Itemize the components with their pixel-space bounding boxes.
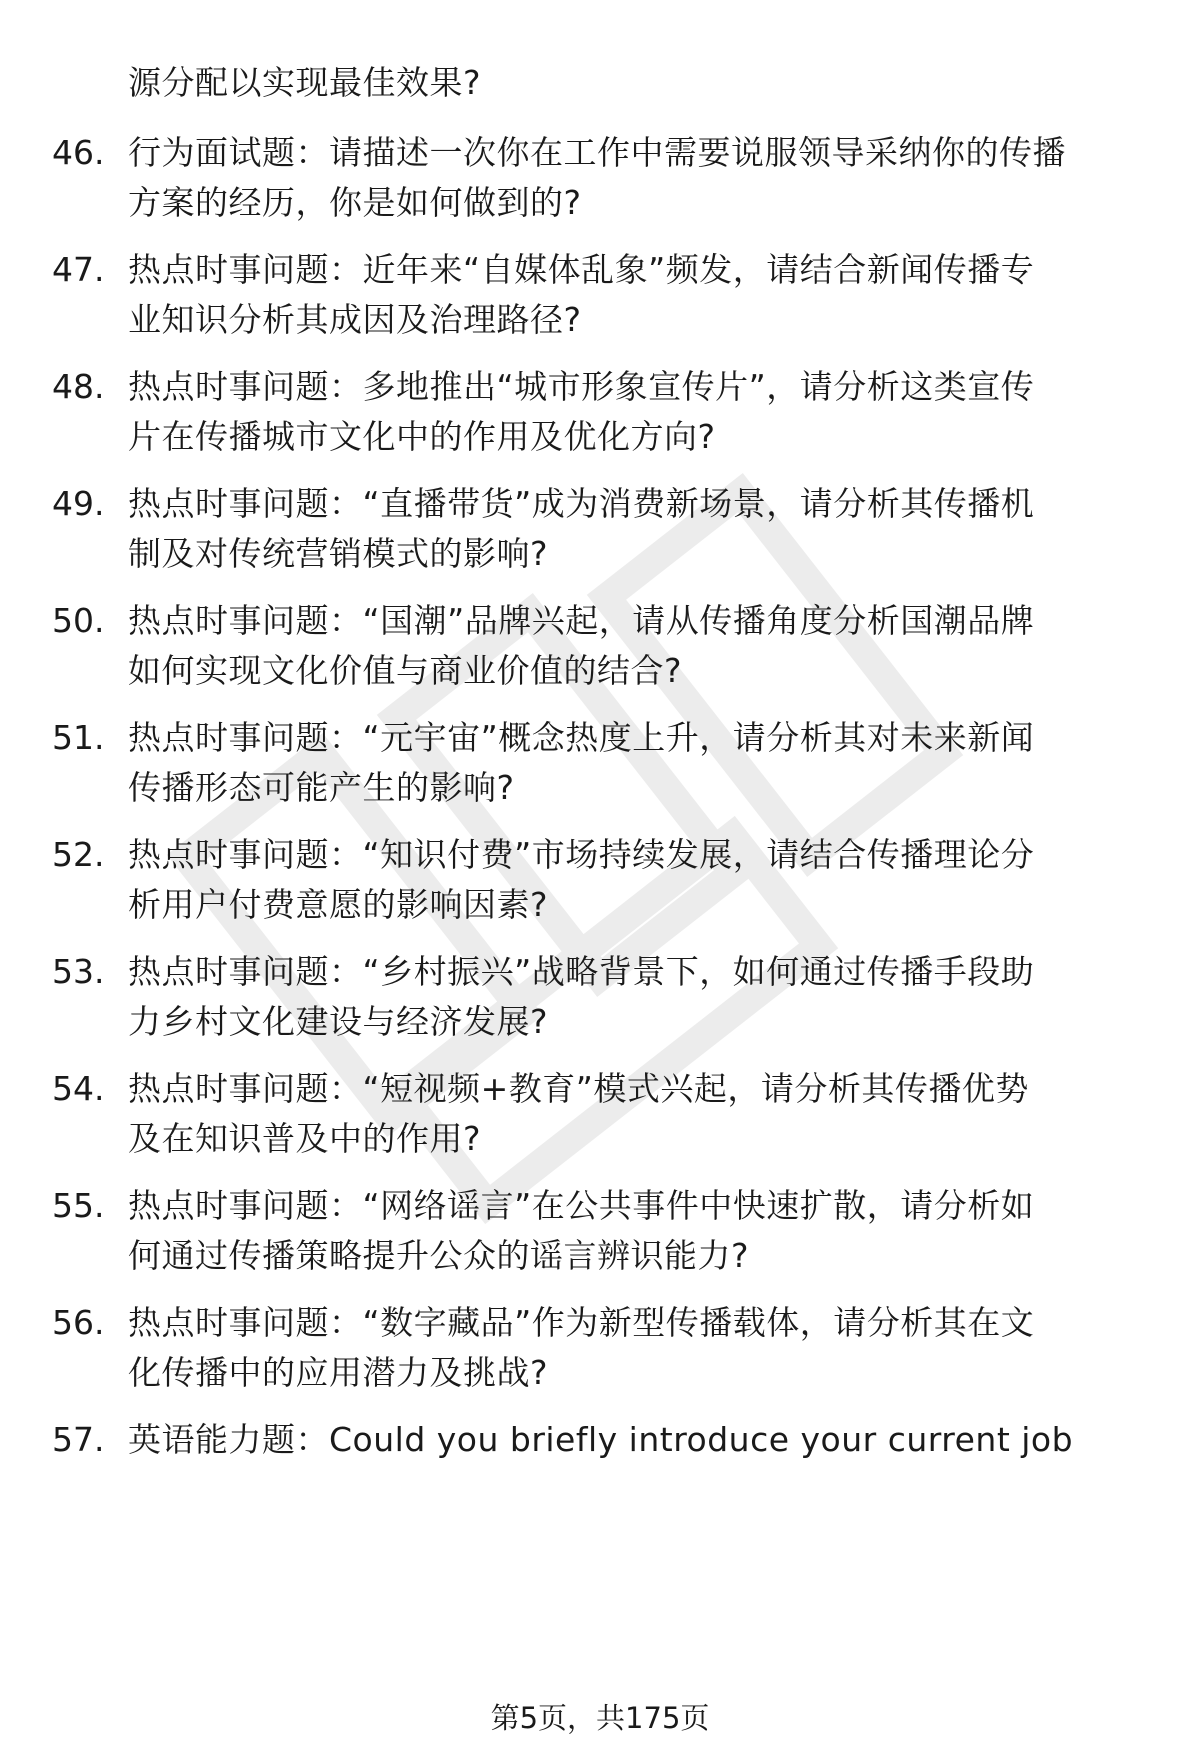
question-text-line-2: 传播形态可能产生的影响?	[128, 768, 515, 807]
question-text-line-1: 热点时事问题：多地推出“城市形象宣传片”，请分析这类宣传	[128, 367, 1035, 406]
question-number: 48.	[52, 367, 105, 406]
question-number: 57.	[52, 1420, 105, 1459]
question-text-line-1: 热点时事问题：“元宇宙”概念热度上升，请分析其对未来新闻	[128, 718, 1035, 757]
question-text-line-1: 热点时事问题：“知识付费”市场持续发展，请结合传播理论分	[128, 835, 1035, 874]
question-text-line-2: 制及对传统营销模式的影响?	[128, 534, 549, 573]
question-text-line-2: 化传播中的应用潜力及挑战?	[128, 1353, 549, 1392]
question-text-line-1: 热点时事问题：“数字藏品”作为新型传播载体，请分析其在文	[128, 1303, 1035, 1342]
question-number: 54.	[52, 1069, 105, 1108]
question-text-line-1: 热点时事问题：近年来“自媒体乱象”频发，请结合新闻传播专	[128, 250, 1035, 289]
question-number: 46.	[52, 133, 105, 172]
question-number: 53.	[52, 952, 105, 991]
question-number: 47.	[52, 250, 105, 289]
question-number: 55.	[52, 1186, 105, 1225]
question-text-line-1: 热点时事问题：“网络谣言”在公共事件中快速扩散，请分析如	[128, 1186, 1035, 1225]
question-text-line-2: 方案的经历，你是如何做到的?	[128, 183, 582, 222]
continued-question-text: 源分配以实现最佳效果?	[128, 63, 482, 102]
question-text-line-2: 如何实现文化价值与商业价值的结合?	[128, 651, 683, 690]
question-text-line-1: 热点时事问题：“直播带货”成为消费新场景，请分析其传播机	[128, 484, 1035, 523]
question-number: 49.	[52, 484, 105, 523]
question-text-line-1: 热点时事问题：“乡村振兴”战略背景下，如何通过传播手段助	[128, 952, 1035, 991]
question-text-line-1: 行为面试题：请描述一次你在工作中需要说服领导采纳你的传播	[128, 133, 1066, 172]
question-text-line-2: 业知识分析其成因及治理路径?	[128, 300, 582, 339]
question-number: 51.	[52, 718, 105, 757]
question-text-line-2: 力乡村文化建设与经济发展?	[128, 1002, 549, 1041]
question-text-line-1: 热点时事问题：“国潮”品牌兴起，请从传播角度分析国潮品牌	[128, 601, 1035, 640]
question-text-line-2: 析用户付费意愿的影响因素?	[128, 885, 549, 924]
question-text-line-1: 英语能力题：Could you briefly introduce your current job	[128, 1420, 1074, 1459]
question-number: 50.	[52, 601, 105, 640]
question-text-line-2: 及在知识普及中的作用?	[128, 1119, 482, 1158]
question-number: 52.	[52, 835, 105, 874]
page-indicator: 第5页，共175页	[490, 1701, 710, 1735]
question-text-line-1: 热点时事问题：“短视频+教育”模式兴起，请分析其传播优势	[128, 1069, 1029, 1108]
question-number: 56.	[52, 1303, 105, 1342]
question-text-line-2: 片在传播城市文化中的作用及优化方向?	[128, 417, 716, 456]
question-text-line-2: 何通过传播策略提升公众的谣言辨识能力?	[128, 1236, 750, 1275]
